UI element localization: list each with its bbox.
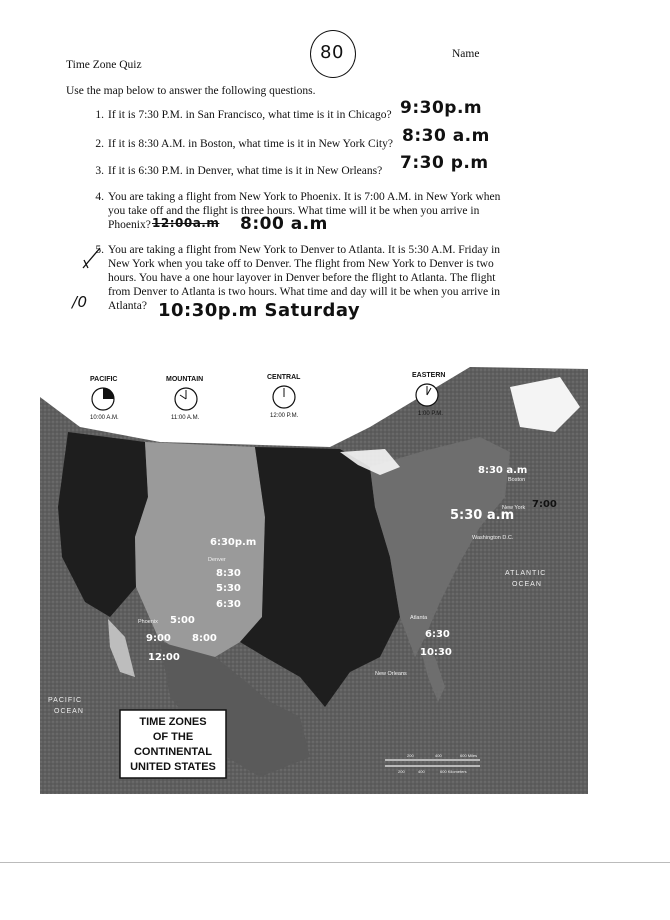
question-text-line: Atlanta?	[108, 300, 147, 312]
question-number: 2.	[95, 138, 104, 150]
score-circle	[310, 30, 356, 78]
question-number: 5.	[95, 244, 104, 256]
city-label-new-york: New York	[502, 505, 526, 511]
handwritten-denver: 6:30	[216, 599, 241, 610]
scale-label: 600 Kilometers	[440, 769, 467, 774]
question-number: 3.	[95, 165, 104, 177]
answer-4: 8:00 a.m	[240, 214, 328, 234]
score-value: 80	[320, 42, 344, 63]
handwritten-phoenix: 5:00	[170, 615, 195, 626]
answer-5: 10:30p.m Saturday	[158, 300, 361, 321]
clock-icon	[273, 386, 295, 408]
answer-1: 9:30p.m	[400, 98, 483, 118]
scale-label: 600 Miles	[460, 753, 478, 758]
ocean-label: OCEAN	[54, 708, 84, 715]
handwritten-atlanta: 10:30	[420, 647, 452, 658]
map-title-line: UNITED STATES	[130, 761, 216, 773]
ocean-label: ATLANTIC	[505, 570, 547, 577]
time-zone-map	[40, 357, 588, 794]
instructions: Use the map below to answer the following questions.	[66, 85, 316, 97]
question-text-line: hours. You have a one hour layover in Denver before the flight to Atlanta. The flight	[108, 272, 496, 284]
scan-edge-line	[0, 862, 670, 863]
ocean-label: PACIFIC	[48, 697, 83, 704]
question-text-line: You are taking a flight from New York to Denver to Atlanta. It is 5:30 A.M. Friday in	[108, 244, 501, 256]
question-number: 4.	[95, 191, 104, 203]
zone-label-pacific: PACIFIC	[90, 376, 118, 383]
answer-4-crossed: 12:00a.m	[152, 216, 220, 230]
city-label-boston: Boston	[508, 477, 526, 483]
question-text: If it is 8:30 A.M. in Boston, what time is it in New York City?	[108, 138, 393, 150]
question-text-line: You are taking a flight from New York to Phoenix. It is 7:00 A.M. in New York when	[108, 191, 501, 203]
handwritten-denver: 8:30	[216, 568, 241, 579]
handwritten-right: 7:00	[532, 499, 557, 510]
city-label-atlanta: Atlanta	[410, 615, 428, 621]
margin-mark: /0	[72, 293, 88, 311]
ocean-label: OCEAN	[512, 581, 542, 588]
zone-label-central: CENTRAL	[267, 374, 301, 381]
scale-label: 400	[418, 769, 425, 774]
question-text-line: from Denver to Atlanta is two hours. What time and day will it be when you arrive in	[108, 286, 500, 298]
question-text: If it is 7:30 P.M. in San Francisco, what time is it in Chicago?	[108, 109, 392, 121]
city-label-denver: Denver	[208, 557, 226, 563]
handwritten-phoenix: 9:00	[146, 633, 171, 644]
quiz-title: Time Zone Quiz	[66, 59, 142, 71]
scale-label: 200	[407, 753, 414, 758]
question-number: 1.	[95, 109, 104, 121]
handwritten-atlanta: 6:30	[425, 629, 450, 640]
answer-2: 8:30 a.m	[402, 126, 490, 146]
question-text-line: you take off and the flight is three hours. What time will it be when you arrive in	[108, 205, 480, 217]
map-title-line: CONTINENTAL	[133, 746, 213, 758]
scale-label: 200	[398, 769, 405, 774]
map-title-line: TIME ZONES	[139, 716, 207, 728]
zone-time-mountain: 11:00 A.M.	[171, 415, 200, 421]
zone-label-eastern: EASTERN	[412, 372, 446, 379]
zone-time-eastern: 1:00 P.M.	[418, 411, 443, 417]
clock-icon	[92, 388, 114, 410]
name-label: Name	[452, 48, 480, 60]
clock-icon	[416, 384, 438, 406]
city-label-phoenix: Phoenix	[138, 619, 158, 625]
handwritten-denver-top: 6:30p.m	[210, 537, 257, 548]
handwritten-phoenix: 12:00	[148, 652, 180, 663]
handwritten-denver: 5:30	[216, 583, 241, 594]
question-text-line: Phoenix?	[108, 219, 151, 231]
map-title-box	[120, 710, 226, 778]
zone-time-pacific: 10:00 A.M.	[90, 415, 119, 421]
question-text-line: New York when you take off to Denver. The flight from New York to Denver is two	[108, 258, 494, 270]
handwritten-boston: 8:30 a.m	[478, 465, 528, 476]
city-label-washington: Washington D.C.	[472, 535, 514, 541]
map-title-line: OF THE	[152, 731, 194, 743]
handwritten-new-york: 5:30 a.m	[450, 508, 515, 523]
handwritten-phoenix: 8:00	[192, 633, 217, 644]
question-text: If it is 6:30 P.M. in Denver, what time is it in New Orleans?	[108, 165, 383, 177]
clock-icon	[175, 388, 197, 410]
answer-3: 7:30 p.m	[400, 153, 489, 173]
zone-time-central: 12:00 P.M.	[270, 413, 299, 419]
scale-label: 400	[435, 753, 442, 758]
city-label-new-orleans: New Orleans	[375, 671, 407, 677]
zone-label-mountain: MOUNTAIN	[166, 376, 204, 383]
